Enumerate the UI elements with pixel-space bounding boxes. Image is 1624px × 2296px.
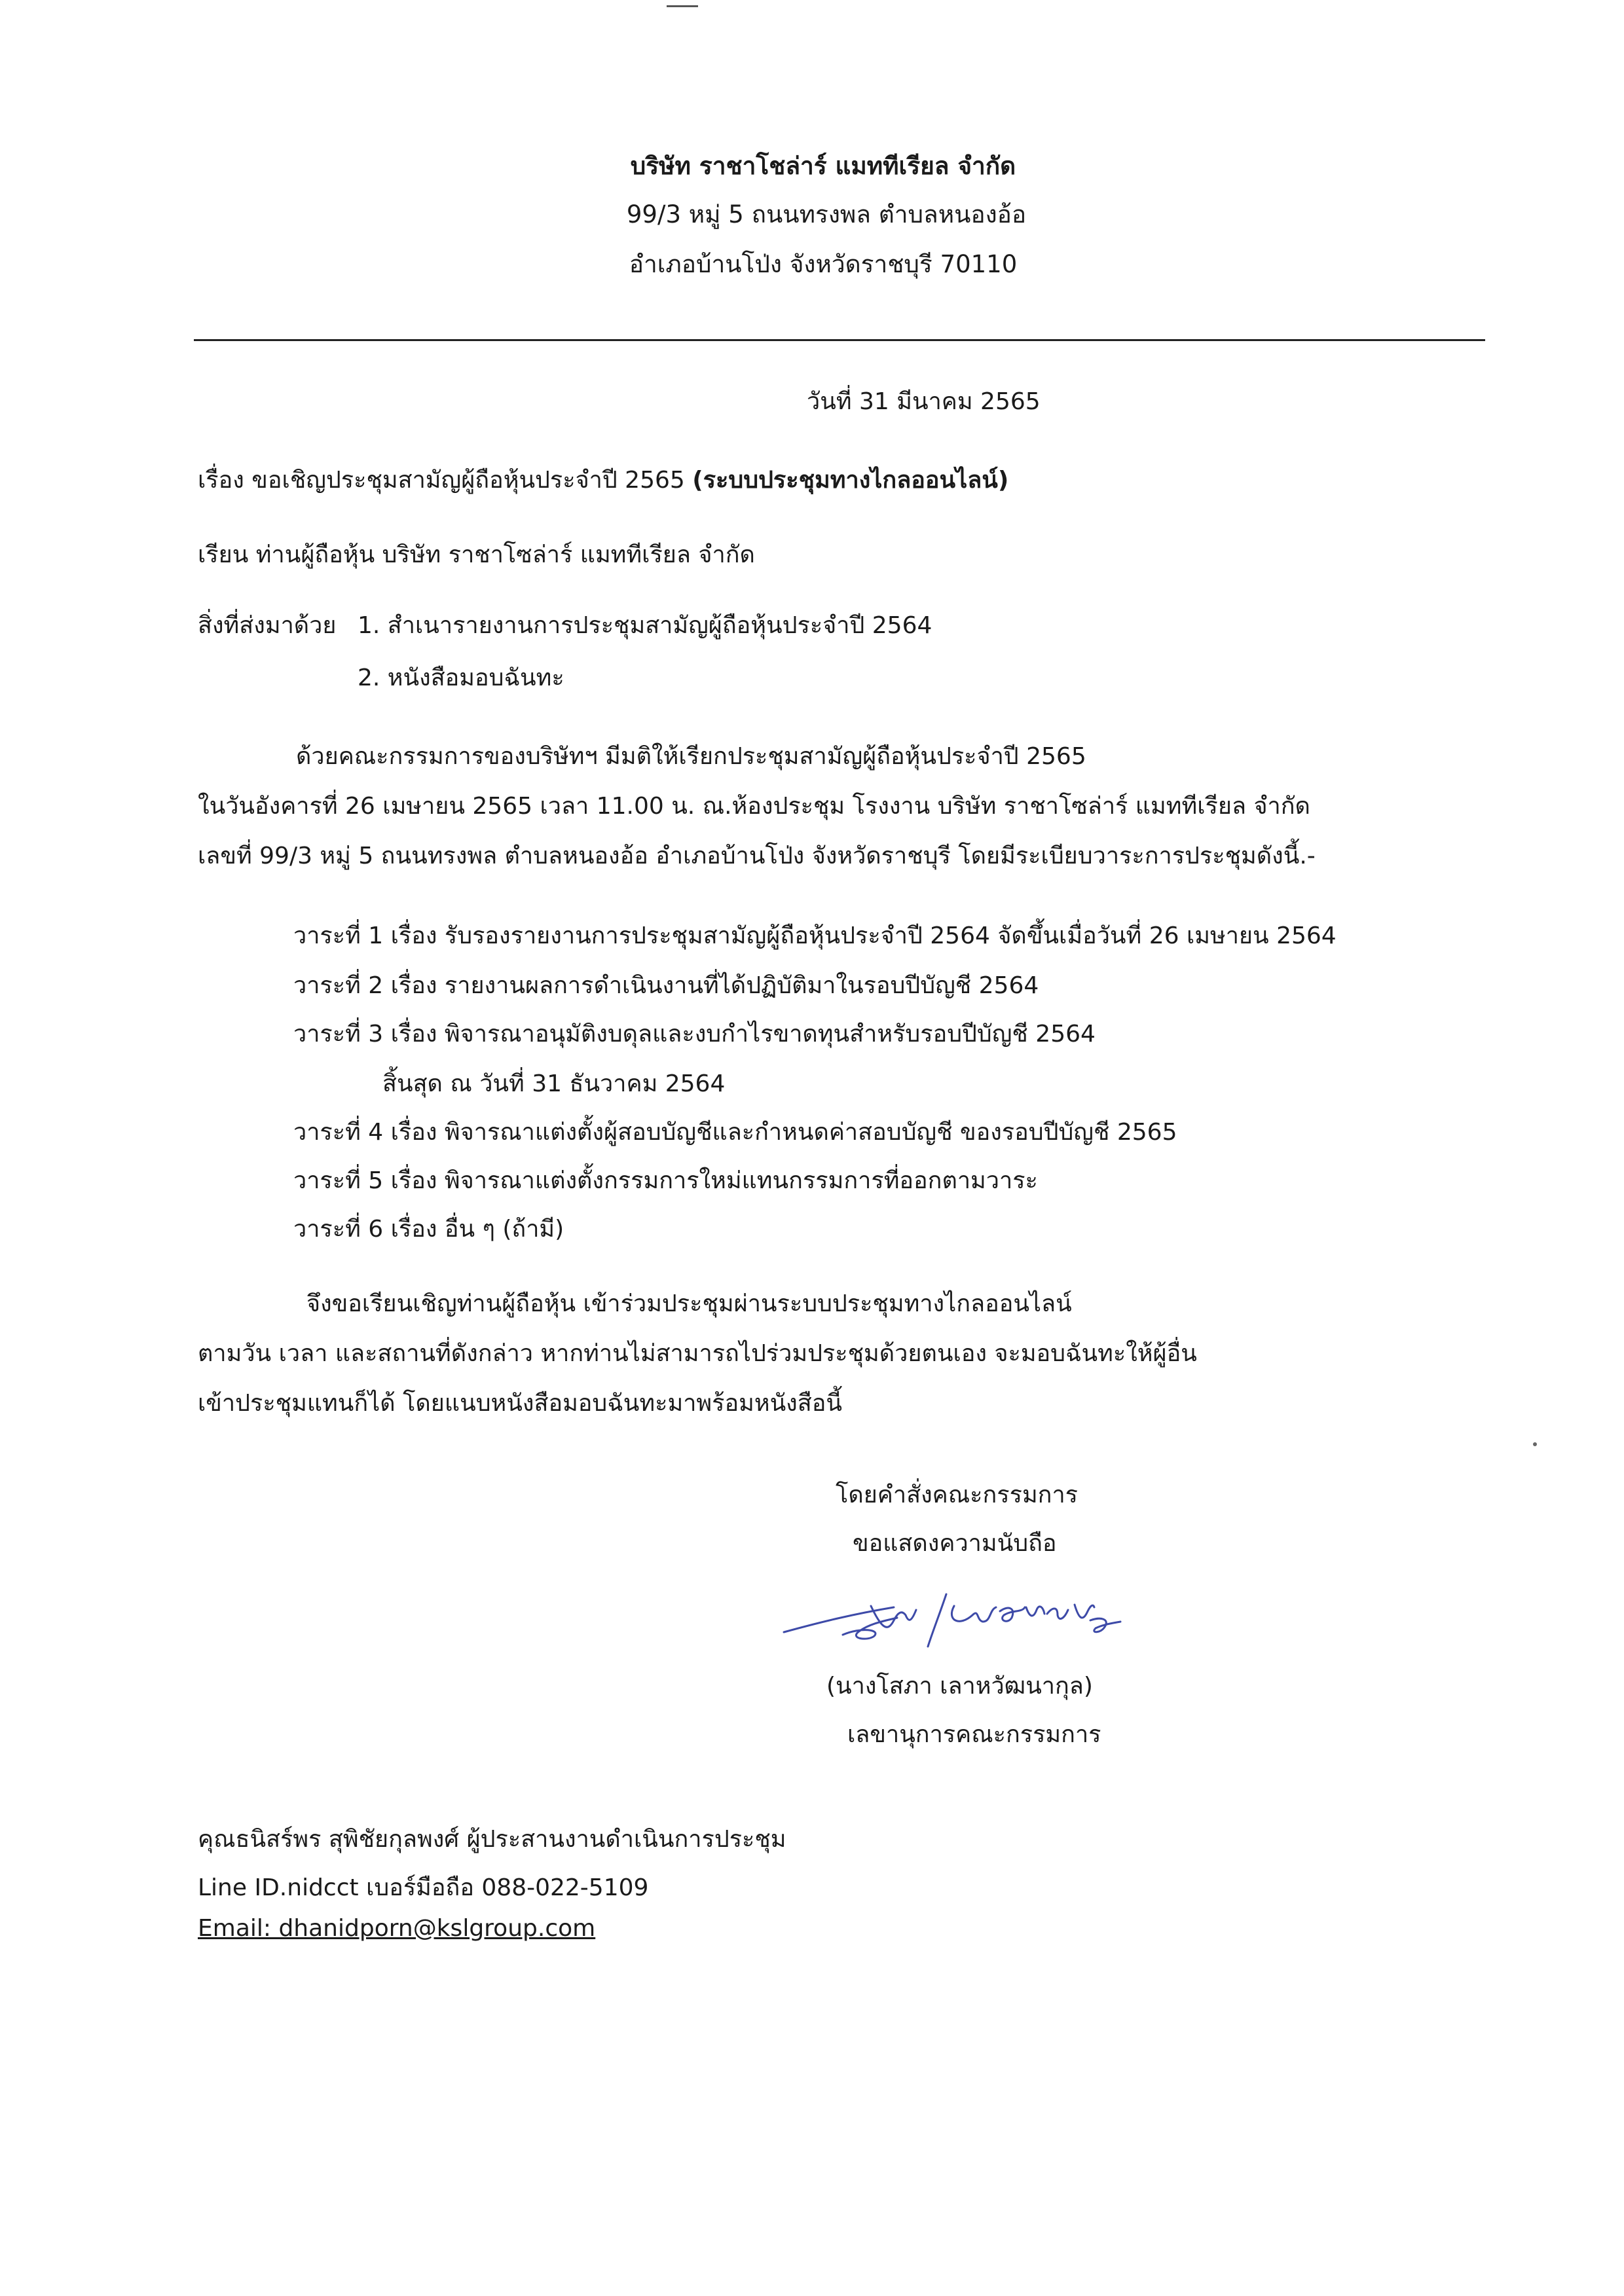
letter-date: วันที่ 31 มีนาคม 2565 [807,388,1041,415]
subject-text: เรื่อง ขอเชิญประชุมสามัญผู้ถือหุ้นประจำปี 2565 [198,467,693,494]
body-paragraph-1-line: ด้วยคณะกรรมการของบริษัทฯ มีมติให้เรียกประชุมสามัญผู้ถือหุ้นประจำปี 2565 [296,743,1086,770]
signer-name: (นางโสภา เลาหวัฒนากุล) [826,1673,1093,1700]
closing-regards: ขอแสดงความนับถือ [853,1530,1057,1557]
letter-recipient: เรียน ท่านผู้ถือหุ้น บริษัท ราชาโซล่าร์ แมททีเรียล จำกัด [198,541,755,568]
closing-by-order: โดยคำสั่งคณะกรรมการ [836,1482,1079,1508]
handwritten-signature [783,1581,1123,1653]
line-id-phone: Line ID.nidcct เบอร์มือถือ 088-022-5109 [198,1874,649,1901]
body-paragraph-2-line: จึงขอเรียนเชิญท่านผู้ถือหุ้น เข้าร่วมประชุมผ่านระบบประชุมทางไกลออนไลน์ [306,1290,1072,1317]
agenda-item: วาระที่ 1 เรื่อง รับรองรายงานการประชุมสามัญผู้ถือหุ้นประจำปี 2564 จัดขึ้นเมื่อวันที่ 26 เมษายน 2564 [293,922,1337,949]
body-paragraph-2-line: เข้าประชุมแทนก็ได้ โดยแนบหนังสือมอบฉันทะมาพร้อมหนังสือนี้ [198,1390,842,1417]
letter-subject [198,466,1008,494]
agenda-item: วาระที่ 5 เรื่อง พิจารณาแต่งตั้งกรรมการใหม่แทนกรรมการที่ออกตามวาระ [293,1167,1038,1194]
header-divider [194,339,1485,341]
email-link[interactable]: Email: dhanidporn@kslgroup.com [198,1915,596,1942]
signer-title: เลขานุการคณะกรรมการ [847,1721,1101,1748]
body-paragraph-2-line: ตามวัน เวลา และสถานที่ดังกล่าว หากท่านไม่สามารถไปร่วมประชุมด้วยตนเอง จะมอบฉันทะให้ผู้อื่น [198,1340,1197,1367]
body-paragraph-1-line: ในวันอังคารที่ 26 เมษายน 2565 เวลา 11.00 น. ณ.ห้องประชุม โรงงาน บริษัท ราชาโซล่าร์ แมททีเรียล จำกัด [198,793,1310,820]
attachment-item: 1. สำเนารายงานการประชุมสามัญผู้ถือหุ้นประจำปี 2564 [358,612,932,639]
agenda-item-continuation: สิ้นสุด ณ วันที่ 31 ธันวาคม 2564 [382,1070,726,1097]
agenda-item: วาระที่ 4 เรื่อง พิจารณาแต่งตั้งผู้สอบบัญชีและกำหนดค่าสอบบัญชี ของรอบปีบัญชี 2565 [293,1119,1177,1146]
coordinator-line: คุณธนิสร์พร สุพิชัยกุลพงศ์ ผู้ประสานงานดำเนินการประชุม [198,1826,786,1853]
scan-mark [667,5,698,7]
company-address-line2: อำเภอบ้านโป่ง จังหวัดราชบุรี 70110 [629,250,1018,278]
agenda-item: วาระที่ 6 เรื่อง อื่น ๆ (ถ้ามี) [293,1216,564,1243]
attachment-item: 2. หนังสือมอบฉันทะ [358,665,564,691]
body-paragraph-1-line: เลขที่ 99/3 หมู่ 5 ถนนทรงพล ตำบลหนองอ้อ อำเภอบ้านโป่ง จังหวัดราชบุรี โดยมีระเบียบวาระการประชุมดังนี้.- [198,843,1316,869]
company-address-line1: 99/3 หมู่ 5 ถนนทรงพล ตำบลหนองอ้อ [626,200,1027,228]
scan-speck [1533,1442,1537,1446]
company-name: บริษัท ราชาโชล่าร์ แมททีเรียล จำกัด [630,152,1016,180]
agenda-item: วาระที่ 3 เรื่อง พิจารณาอนุมัติงบดุลและงบกำไรขาดทุนสำหรับรอบปีบัญชี 2564 [293,1021,1096,1048]
agenda-item: วาระที่ 2 เรื่อง รายงานผลการดำเนินงานที่ได้ปฏิบัติมาในรอบปีบัญชี 2564 [293,972,1039,999]
subject-online-note: (ระบบประชุมทางไกลออนไลน์) [692,467,1009,494]
attachments-label: สิ่งที่ส่งมาด้วย [198,612,337,639]
